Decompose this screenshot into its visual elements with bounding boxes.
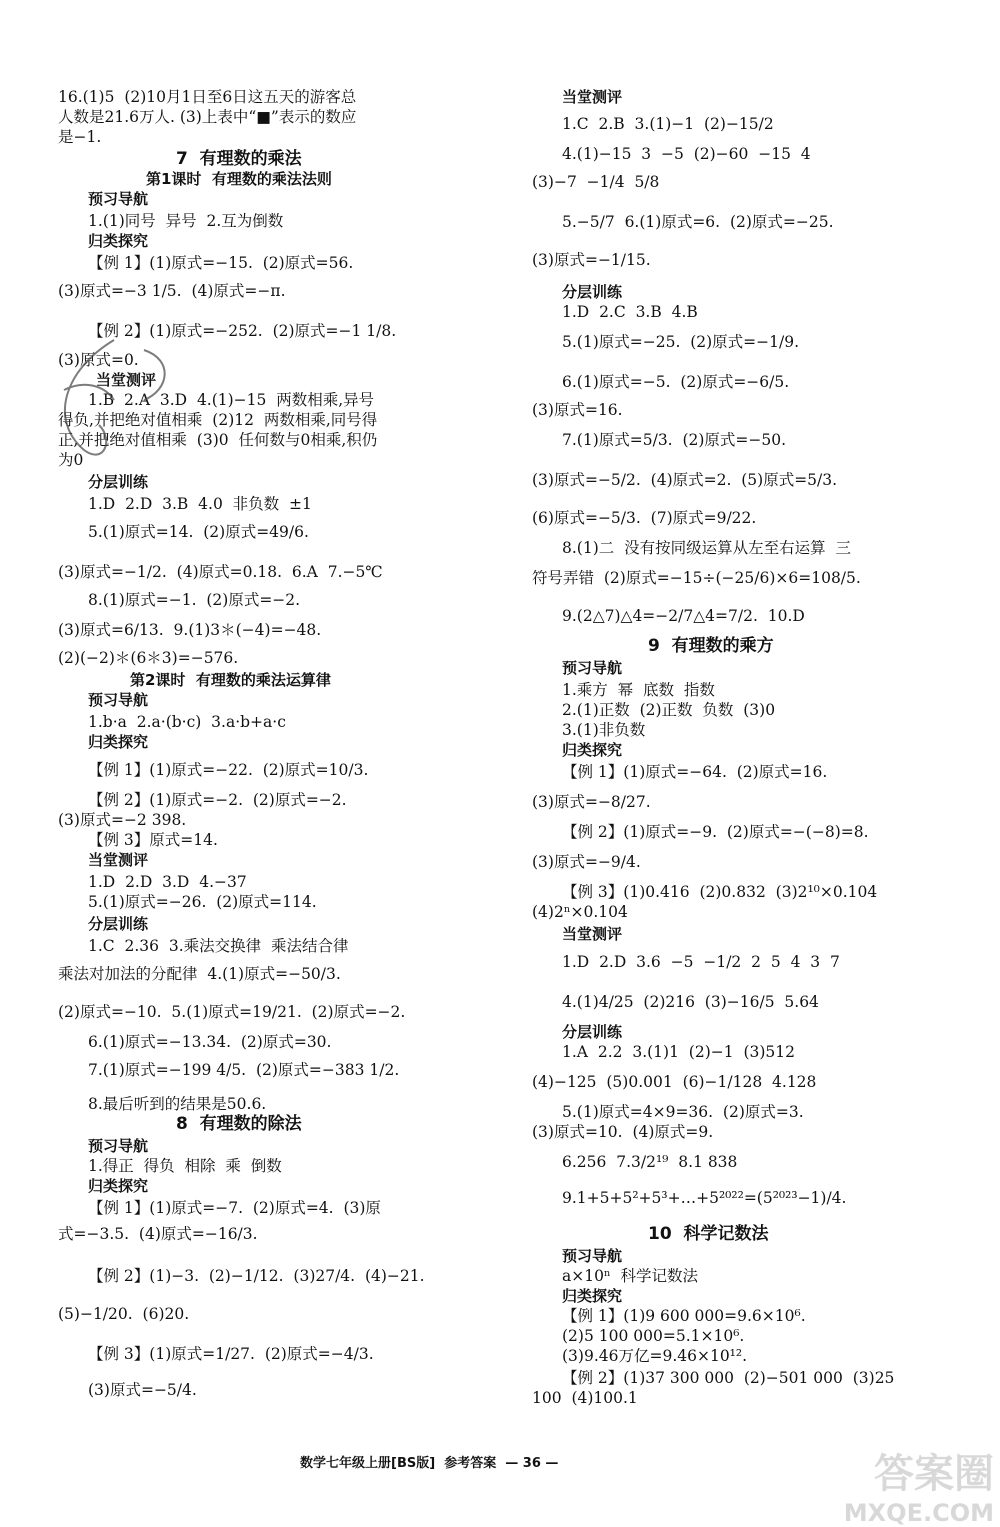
answer-line: 【例 1】(1)原式=−7. (2)原式=4. (3)原 bbox=[88, 1199, 381, 1217]
answer-line: 5.−5/7 6.(1)原式=6. (2)原式=−25. bbox=[562, 213, 834, 231]
answer-line: 1.A 2.2 3.(1)1 (2)−1 (3)512 bbox=[562, 1043, 795, 1061]
subsection-label: 当堂测评 bbox=[88, 851, 149, 869]
answer-line: 【例 2】(1)原式=−252. (2)原式=−1 1/8. bbox=[88, 322, 397, 340]
answer-line: 【例 1】(1)原式=−64. (2)原式=16. bbox=[562, 763, 828, 781]
answer-line: (3)原式=10. (4)原式=9. bbox=[532, 1123, 714, 1141]
answer-line: 5.(1)原式=−25. (2)原式=−1/9. bbox=[562, 333, 800, 351]
answer-line: 【例 2】(1)37 300 000 (2)−501 000 (3)25 bbox=[562, 1369, 895, 1387]
answer-line: 9.(2△7)△4=−2/7△4=7/2. 10.D bbox=[562, 607, 805, 625]
answer-line: (3)原式=−5/4. bbox=[88, 1381, 197, 1399]
answer-line: (3)原式=16. bbox=[532, 401, 623, 419]
subsection-label: 第2课时 有理数的乘法运算律 bbox=[130, 671, 331, 689]
subsection-label: 当堂测评 bbox=[562, 88, 623, 106]
subsection-label: 分层训练 bbox=[562, 1023, 623, 1041]
answer-line: 6.(1)原式=−5. (2)原式=−6/5. bbox=[562, 373, 790, 391]
subsection-label: 预习导航 bbox=[88, 1137, 149, 1155]
subsection-label: 预习导航 bbox=[562, 1247, 623, 1265]
answer-line: 1.C 2.B 3.(1)−1 (2)−15/2 bbox=[562, 115, 774, 133]
answer-line: (3)原式=−3 1/5. (4)原式=−π. bbox=[58, 282, 286, 300]
answer-line: (2)原式=−10. 5.(1)原式=19/21. (2)原式=−2. bbox=[58, 1003, 406, 1021]
answer-line: (2)(−2)＊(6＊3)=−576. bbox=[58, 649, 239, 667]
watermark-url: MXQE.COM bbox=[843, 1499, 994, 1527]
answer-line: (2)5 100 000=5.1×10⁶. bbox=[562, 1327, 745, 1345]
answer-line: (3)原式=−1/2. (4)原式=0.18. 6.A 7.−5℃ bbox=[58, 563, 383, 581]
answer-line: 是−1. bbox=[58, 128, 102, 146]
answer-line: (3)原式=−2 398. bbox=[58, 811, 187, 829]
answer-line: 1.B 2.A 3.D 4.(1)−15 两数相乘,异号 bbox=[88, 391, 375, 409]
answer-line: 乘法对加法的分配律 4.(1)原式=−50/3. bbox=[58, 965, 341, 983]
subsection-label: 归类探究 bbox=[88, 1177, 149, 1195]
answer-line: a×10ⁿ 科学记数法 bbox=[562, 1267, 699, 1285]
answer-line: 1.(1)同号 异号 2.互为倒数 bbox=[88, 212, 284, 230]
subsection-label: 分层训练 bbox=[562, 283, 623, 301]
answer-line: 【例 2】(1)原式=−2. (2)原式=−2. bbox=[88, 791, 347, 809]
answer-line: (4)−125 (5)0.001 (6)−1/128 4.128 bbox=[532, 1073, 817, 1091]
answer-line: (6)原式=−5/3. (7)原式=9/22. bbox=[532, 509, 757, 527]
answer-line: 4.(1)4/25 (2)216 (3)−16/5 5.64 bbox=[562, 993, 819, 1011]
answer-line: 6.(1)原式=−13.34. (2)原式=30. bbox=[88, 1033, 332, 1051]
subsection-label: 归类探究 bbox=[88, 232, 149, 250]
answer-line: (3)原式=−8/27. bbox=[532, 793, 651, 811]
section-heading: 9 有理数的乘方 bbox=[648, 636, 774, 656]
answer-line: 9.1+5+5²+5³+…+5²⁰²²=(5²⁰²³−1)/4. bbox=[562, 1189, 847, 1207]
answer-line: 【例 1】(1)原式=−15. (2)原式=56. bbox=[88, 254, 354, 272]
answer-line: (3)原式=−5/2. (4)原式=2. (5)原式=5/3. bbox=[532, 471, 838, 489]
subsection-label: 预习导航 bbox=[562, 659, 623, 677]
answer-line: 1.D 2.D 3.D 4.−37 bbox=[88, 873, 247, 891]
answer-line: 5.(1)原式=14. (2)原式=49/6. bbox=[88, 523, 309, 541]
answer-line: (3)原式=0. bbox=[58, 351, 139, 369]
subsection-label: 归类探究 bbox=[88, 733, 149, 751]
answer-line: (3)原式=6/13. 9.(1)3＊(−4)=−48. bbox=[58, 621, 322, 639]
answer-line: 【例 1】(1)原式=−22. (2)原式=10/3. bbox=[88, 761, 369, 779]
answer-line: 1.乘方 幂 底数 指数 bbox=[562, 681, 715, 699]
subsection-label: 分层训练 bbox=[88, 915, 149, 933]
section-heading: 10 科学记数法 bbox=[648, 1224, 769, 1244]
answer-line: (3)−7 −1/4 5/8 bbox=[532, 173, 660, 191]
answer-line: 7.(1)原式=−199 4/5. (2)原式=−383 1/2. bbox=[88, 1061, 400, 1079]
subsection-label: 当堂测评 bbox=[562, 925, 623, 943]
answer-line: 式=−3.5. (4)原式=−16/3. bbox=[58, 1225, 258, 1243]
answer-line: (5)−1/20. (6)20. bbox=[58, 1305, 190, 1323]
answer-line: 16.(1)5 (2)10月1日至6日这五天的游客总 bbox=[58, 88, 357, 106]
answer-line: 【例 3】(1)0.416 (2)0.832 (3)2¹⁰×0.104 bbox=[562, 883, 878, 901]
answer-line: 5.(1)原式=−26. (2)原式=114. bbox=[88, 893, 317, 911]
subsection-label: 预习导航 bbox=[88, 691, 149, 709]
subsection-label: 第1课时 有理数的乘法法则 bbox=[146, 170, 332, 188]
watermark-logo bbox=[794, 1442, 994, 1527]
answer-line: 1.b·a 2.a·(b·c) 3.a·b+a·c bbox=[88, 713, 286, 731]
answer-line: 1.D 2.D 3.B 4.0 非负数 ±1 bbox=[88, 495, 312, 513]
answer-line: 8.(1)原式=−1. (2)原式=−2. bbox=[88, 591, 301, 609]
section-heading: 8 有理数的除法 bbox=[176, 1114, 302, 1134]
answer-line: (4)2ⁿ×0.104 bbox=[532, 903, 628, 921]
answer-line: 【例 2】(1)原式=−9. (2)原式=−(−8)=8. bbox=[562, 823, 869, 841]
answer-line: 正,并把绝对值相乘 (3)0 任何数与0相乘,积仍 bbox=[58, 431, 378, 449]
answer-line: (3)原式=−9/4. bbox=[532, 853, 641, 871]
answer-line: 人数是21.6万人. (3)上表中“■”表示的数应 bbox=[58, 108, 357, 126]
answer-line: 7.(1)原式=5/3. (2)原式=−50. bbox=[562, 431, 787, 449]
answer-line: 1.得正 得负 相除 乘 倒数 bbox=[88, 1157, 282, 1175]
answer-line: 得负,并把绝对值相乘 (2)12 两数相乘,同号得 bbox=[58, 411, 378, 429]
answer-line: 符号弄错 (2)原式=−15÷(−25/6)×6=108/5. bbox=[532, 569, 861, 587]
subsection-label: 分层训练 bbox=[88, 473, 149, 491]
answer-line: 【例 1】(1)9 600 000=9.6×10⁶. bbox=[562, 1307, 806, 1325]
subsection-label: 当堂测评 bbox=[96, 371, 157, 389]
page-footer: 数学七年级上册[BS版] 参考答案 — 36 — bbox=[300, 1456, 559, 1471]
subsection-label: 预习导航 bbox=[88, 190, 149, 208]
watermark-title: 答案圈 bbox=[874, 1451, 994, 1497]
answer-line: 为0 bbox=[58, 451, 84, 469]
answer-line: 100 (4)100.1 bbox=[532, 1389, 638, 1407]
answer-line: 【例 2】(1)−3. (2)−1/12. (3)27/4. (4)−21. bbox=[88, 1267, 425, 1285]
answer-line: 2.(1)正数 (2)正数 负数 (3)0 bbox=[562, 701, 776, 719]
section-heading: 7 有理数的乘法 bbox=[176, 149, 302, 169]
answer-line: 5.(1)原式=4×9=36. (2)原式=3. bbox=[562, 1103, 804, 1121]
pen-scribble bbox=[44, 330, 194, 470]
answer-line: 【例 3】(1)原式=1/27. (2)原式=−4/3. bbox=[88, 1345, 374, 1363]
answer-line: 8.(1)二 没有按同级运算从左至右运算 三 bbox=[562, 539, 851, 557]
answer-line: 4.(1)−15 3 −5 (2)−60 −15 4 bbox=[562, 145, 811, 163]
answer-line: 3.(1)非负数 bbox=[562, 721, 646, 739]
answer-line: 【例 3】原式=14. bbox=[88, 831, 218, 849]
subsection-label: 归类探究 bbox=[562, 1287, 623, 1305]
answer-line: (3)原式=−1/15. bbox=[532, 251, 651, 269]
answer-line: 1.C 2.36 3.乘法交换律 乘法结合律 bbox=[88, 937, 349, 955]
answer-line: 8.最后听到的结果是50.6. bbox=[88, 1095, 267, 1113]
answer-line: 1.D 2.D 3.6 −5 −1/2 2 5 4 3 7 bbox=[562, 953, 840, 971]
answer-line: 1.D 2.C 3.B 4.B bbox=[562, 303, 698, 321]
subsection-label: 归类探究 bbox=[562, 741, 623, 759]
answer-line: (3)9.46万亿=9.46×10¹². bbox=[562, 1347, 748, 1365]
answer-line: 6.256 7.3/2¹⁹ 8.1 838 bbox=[562, 1153, 738, 1171]
